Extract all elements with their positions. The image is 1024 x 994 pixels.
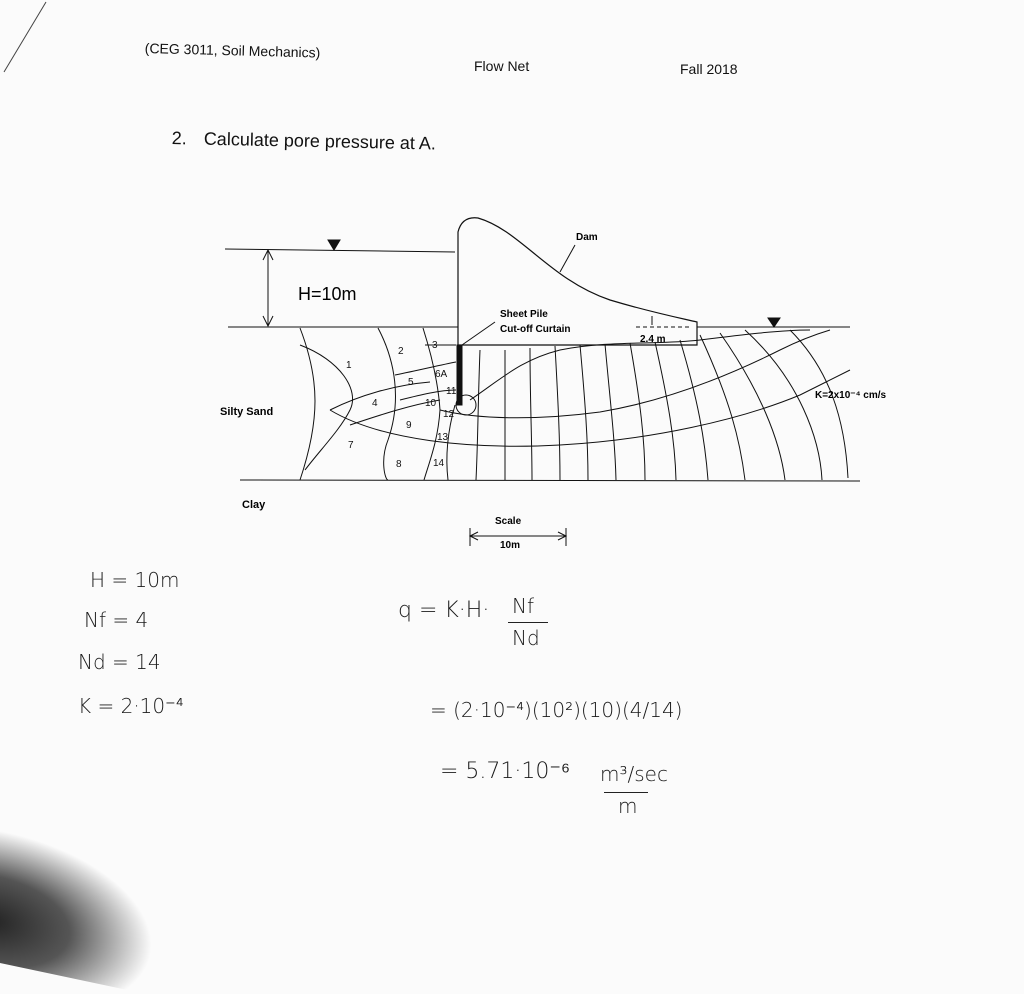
- element-label: 3: [432, 340, 438, 351]
- element-label: 14: [433, 458, 445, 469]
- permeability-label: K=2x10⁻⁴ cm/s: [815, 390, 887, 401]
- element-label: 1: [346, 360, 352, 371]
- element-label: 7: [348, 440, 354, 451]
- headwater-line: [225, 249, 455, 252]
- scale-length: 10m: [500, 540, 521, 551]
- given-h: H = 10m: [90, 568, 180, 592]
- pile-label-2: Cut-off Curtain: [500, 324, 571, 335]
- term-header: Fall 2018: [680, 61, 738, 77]
- question-text: Calculate pore pressure at A.: [203, 128, 437, 154]
- tailwater-label: 2.4 m: [640, 334, 666, 345]
- element-label: 11: [446, 386, 457, 397]
- formula-numerator: Nf: [512, 594, 535, 618]
- element-label: 8: [396, 459, 402, 470]
- dam-label: Dam: [576, 232, 598, 243]
- pile-label-1: Sheet Pile: [500, 309, 548, 320]
- question-number: 2.: [171, 128, 188, 149]
- substitution-line: = (2·10⁻⁴)(10²)(10)(4/14): [430, 698, 683, 722]
- clay-label: Clay: [242, 499, 266, 511]
- given-k: K = 2·10⁻⁴: [78, 694, 184, 718]
- soil-label: Silty Sand: [220, 406, 274, 418]
- water-level-marker-upstream: [328, 240, 340, 250]
- course-header: (CEG 3011, Soil Mechanics): [144, 40, 321, 61]
- result-value: = 5.71·10⁻⁶: [440, 759, 571, 784]
- flow-line: [378, 328, 395, 480]
- element-label: 6A: [435, 369, 448, 380]
- scale-label: Scale: [495, 516, 522, 527]
- element-label: 2: [398, 346, 404, 357]
- formula-denominator: Nd: [512, 626, 540, 650]
- formula-lhs: q = K·H·: [398, 598, 490, 623]
- given-nf: Nf = 4: [84, 608, 149, 632]
- result-units-denominator: m: [618, 794, 638, 818]
- element-label: 12: [443, 409, 455, 420]
- head-label: H=10m: [298, 284, 357, 304]
- photo-shadow: [0, 816, 171, 993]
- units-fraction-bar: [604, 792, 648, 793]
- given-nd: Nd = 14: [78, 650, 161, 674]
- element-label: 9: [406, 420, 412, 431]
- element-label: 10: [425, 398, 437, 409]
- element-label: 5: [408, 377, 414, 388]
- element-label: 13: [437, 432, 449, 443]
- formula-fraction-bar: [508, 622, 548, 623]
- result-units-numerator: m³/sec: [600, 762, 668, 786]
- topic-header: Flow Net: [474, 58, 530, 74]
- clay-boundary: [240, 480, 860, 481]
- element-label: 4: [372, 398, 378, 409]
- water-level-marker-downstream: [768, 318, 780, 327]
